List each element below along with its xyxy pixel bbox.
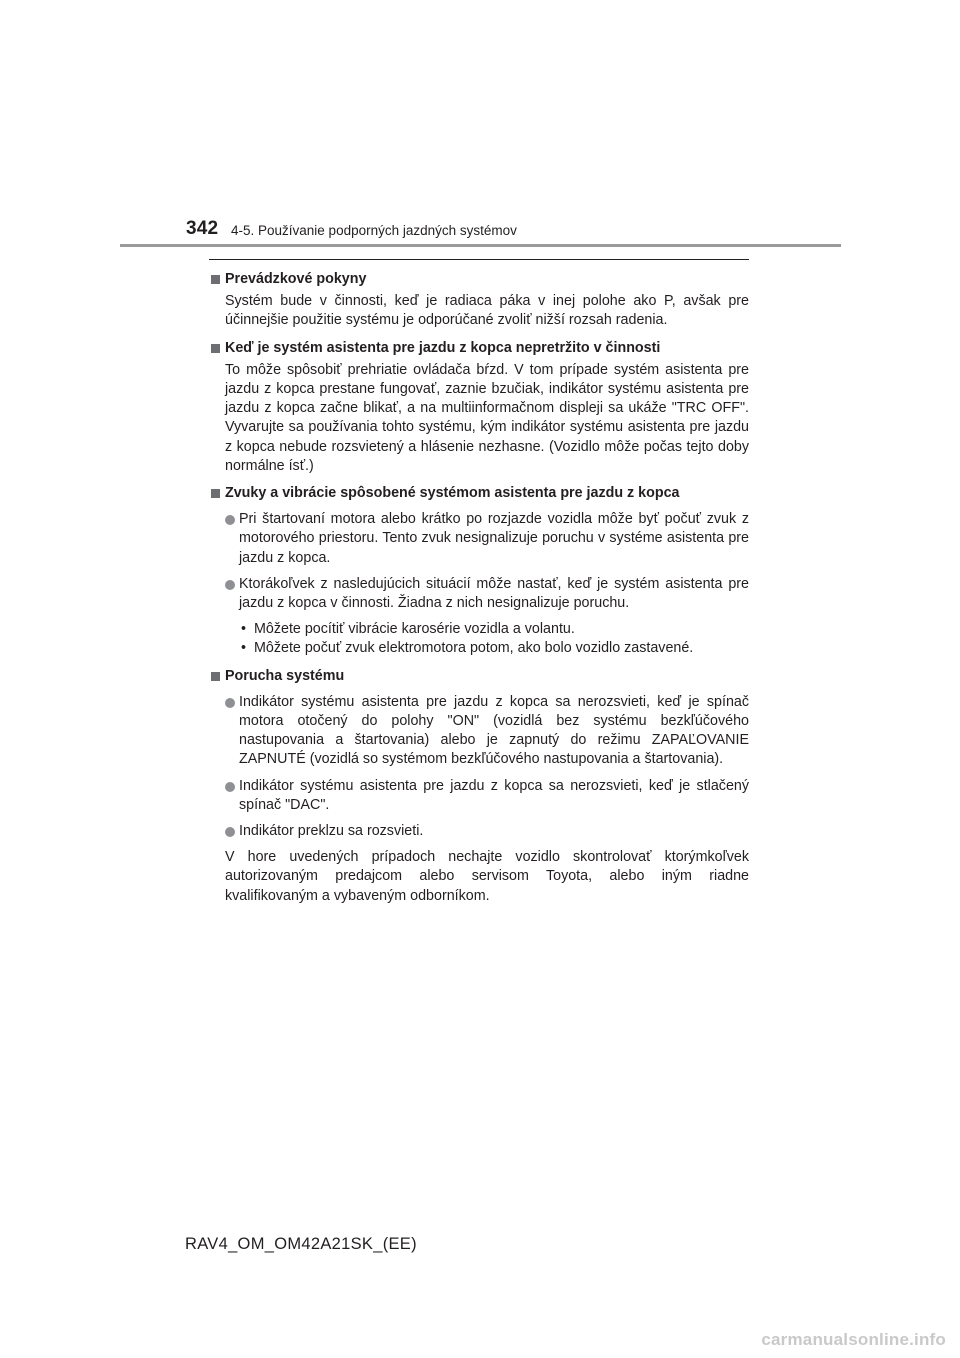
bullet-text: Indikátor systému asistenta pre jazdu z kopca sa nerozsvieti, keď je spínač motora otočený do polohy "ON" (vozidlá bez systému bezkľúčového nastupovania a štartovania) alebo je zapnutý do režimu ZAPAĽOVANIE ZAPNUTÉ (vozidlá so systémom bezkľúčového nastupovania a štartovania).: [239, 693, 749, 768]
section-heading-operation: [209, 270, 749, 289]
heading-text: Porucha systému: [225, 667, 345, 684]
watermark-link[interactable]: carmanualsonline.info: [761, 1330, 946, 1349]
section-heading-continuous-operation: [209, 339, 749, 358]
bullet-text: Indikátor preklzu sa rozsvieti.: [239, 823, 424, 840]
document-code-footer: RAV4_OM_OM42A21SK_(EE): [185, 1235, 417, 1253]
section-paragraph: Systém bude v činnosti, keď je radiaca páka v inej polohe ako P, avšak pre účinnejšie použitie systému je odporúčané zvoliť nižší rozsah radenia.: [225, 293, 749, 329]
section-heading-sounds-vibrations: [209, 484, 749, 503]
sub-item-list: [209, 620, 749, 658]
bullet-item: [209, 822, 749, 841]
bullet-text: Pri štartovaní motora alebo krátko po rozjazde vozidla môže byť počuť zvuk z motorového priestoru. Tento zvuk nesignalizuje poruchu v systéme asistenta pre jazdu z kopca.: [239, 511, 749, 566]
sub-item-text: Môžete počuť zvuk elektromotora potom, ako bolo vozidlo zastavené.: [254, 640, 694, 657]
round-bullet-icon: [225, 515, 235, 525]
square-bullet-icon: [211, 672, 220, 681]
page-number: 342: [186, 218, 219, 239]
bullet-text: Ktorákoľvek z nasledujúcich situácií môže nastať, keď je systém asistenta pre jazdu z kopca v činnosti. Žiadna z nich nesignalizuje poruchu.: [239, 575, 749, 612]
sub-item: [209, 639, 749, 658]
round-bullet-icon: [225, 827, 235, 837]
heading-text: Prevádzkové pokyny: [225, 271, 367, 287]
round-bullet-icon: [225, 698, 235, 708]
chapter-title: 4-5. Používanie podporných jazdných systémov: [231, 223, 517, 238]
bullet-item: [209, 693, 749, 770]
content-top-rule: [209, 259, 749, 260]
square-bullet-icon: [211, 275, 220, 284]
dot-marker-icon: •: [241, 640, 247, 657]
round-bullet-icon: [225, 580, 235, 590]
heading-text: Zvuky a vibrácie spôsobené systémom asistenta pre jazdu z kopca: [225, 485, 680, 502]
page-content: [209, 270, 749, 906]
section-heading-malfunction: [209, 667, 749, 686]
bullet-text: Indikátor systému asistenta pre jazdu z kopca sa nerozsvieti, keď je stlačený spínač "DAC".: [239, 777, 749, 813]
section-paragraph: V hore uvedených prípadoch nechajte vozidlo skontrolovať ktorýmkoľvek autorizovaným predajcom alebo servisom Toyota, alebo iným riadne kvalifikovaným a vybaveným odborníkom.: [225, 849, 749, 904]
section-paragraph: To môže spôsobiť prehriatie ovládača bŕzd. V tom prípade systém asistenta pre jazdu z kopca prestane fungovať, zaznie bzučiak, indikátor systému asistenta pre jazdu z kopca začne blikať, a na multiinformačnom displeji sa ukáže "TRC OFF". Vyvarujte sa používania tohto systému, kým indikátor systému asistenta pre jazdu z kopca nebude rozsvietený a hlásenie nezhasne. (Vozidlo môže počas tejto doby normálne ísť.): [225, 361, 749, 474]
bullet-item: [209, 575, 749, 613]
header-rule: [120, 244, 841, 247]
bullet-item: [209, 777, 749, 815]
bullet-item: [209, 510, 749, 568]
heading-text: Keď je systém asistenta pre jazdu z kopca nepretržito v činnosti: [225, 339, 661, 356]
sub-item: [209, 620, 749, 639]
dot-marker-icon: •: [241, 621, 247, 638]
square-bullet-icon: [211, 344, 220, 353]
square-bullet-icon: [211, 489, 220, 498]
round-bullet-icon: [225, 782, 235, 792]
sub-item-text: Môžete pocítiť vibrácie karosérie vozidla a volantu.: [254, 621, 575, 638]
